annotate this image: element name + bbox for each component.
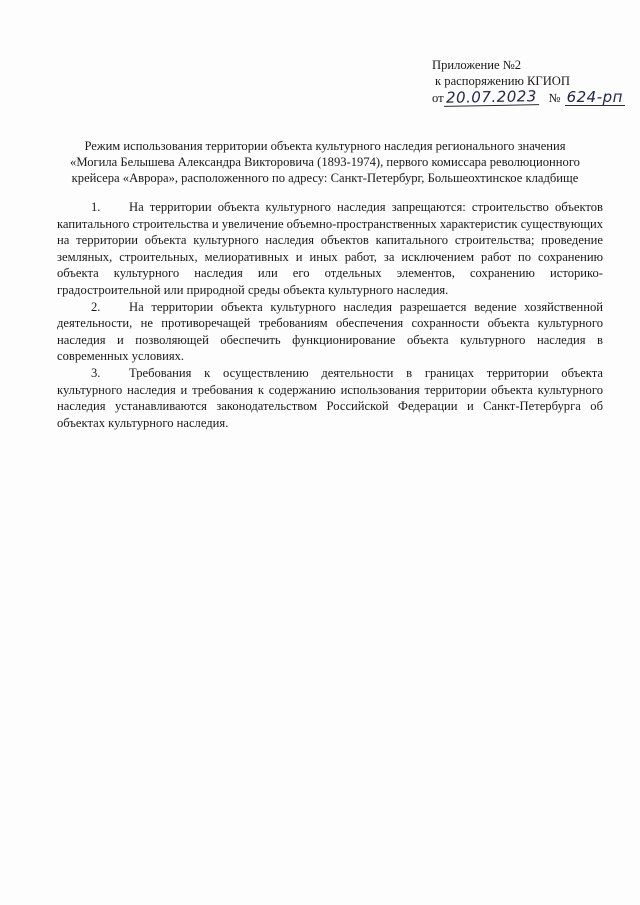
paragraph-text: Требования к осуществлению деятельности в границах территории объекта культурного наследия и требования к содержанию использования территории объекта культурного наследия устанавливаются законодательством Российской Федерации и Санкт-Петербурга об объектах культурного наследия. bbox=[57, 365, 603, 430]
document-body bbox=[57, 199, 603, 431]
title-line-1: Режим использования территории объекта культурного наследия регионального значения bbox=[84, 139, 566, 153]
title-line-2: «Могила Белышева Александра Викторовича (1893-1974), первого комиссара революционного bbox=[70, 155, 580, 169]
paragraph-3 bbox=[57, 365, 603, 431]
appendix-header bbox=[432, 57, 632, 106]
handwritten-number: 624-рп bbox=[566, 88, 623, 106]
appendix-reference: к распоряжению КГИОП bbox=[435, 74, 570, 88]
handwritten-date: 20.07.2023 bbox=[445, 87, 537, 107]
appendix-date-number-line bbox=[432, 89, 632, 106]
paragraph-number: 1. bbox=[91, 200, 101, 214]
appendix-title: Приложение №2 bbox=[432, 58, 522, 72]
date-prefix: от bbox=[432, 91, 444, 105]
paragraph-text: На территории объекта культурного наследия запрещаются: строительство объектов капитального строительства и увеличение объемно-пространственных характеристик существующих на территории объекта культурного наследия объектов капитального строительства; проведение земляных, строительных, мелиоративных и иных работ, за исключением работ по сохранению объекта культурного наследия или его отдельных элементов, сохранению историко-градостроительной или природной среды объекта культурного наследия. bbox=[57, 200, 603, 297]
paragraph-number: 3. bbox=[91, 365, 101, 380]
paragraph-number: 2. bbox=[91, 299, 101, 314]
paragraph-1 bbox=[57, 199, 603, 299]
title-line-3: крейсера «Аврора», расположенного по адресу: Санкт-Петербург, Большеохтинское кладбище bbox=[71, 171, 579, 185]
number-sign: № bbox=[548, 91, 561, 105]
paragraph-text: На территории объекта культурного наследия разрешается ведение хозяйственной деятельности, не противоречащей требованиям обеспечения сохранности объекта культурного наследия и позволяющей обеспечить функционирование объекта культурного наследия в современных условиях. bbox=[57, 299, 603, 364]
paragraph-2 bbox=[57, 299, 603, 365]
document-title bbox=[55, 138, 595, 186]
